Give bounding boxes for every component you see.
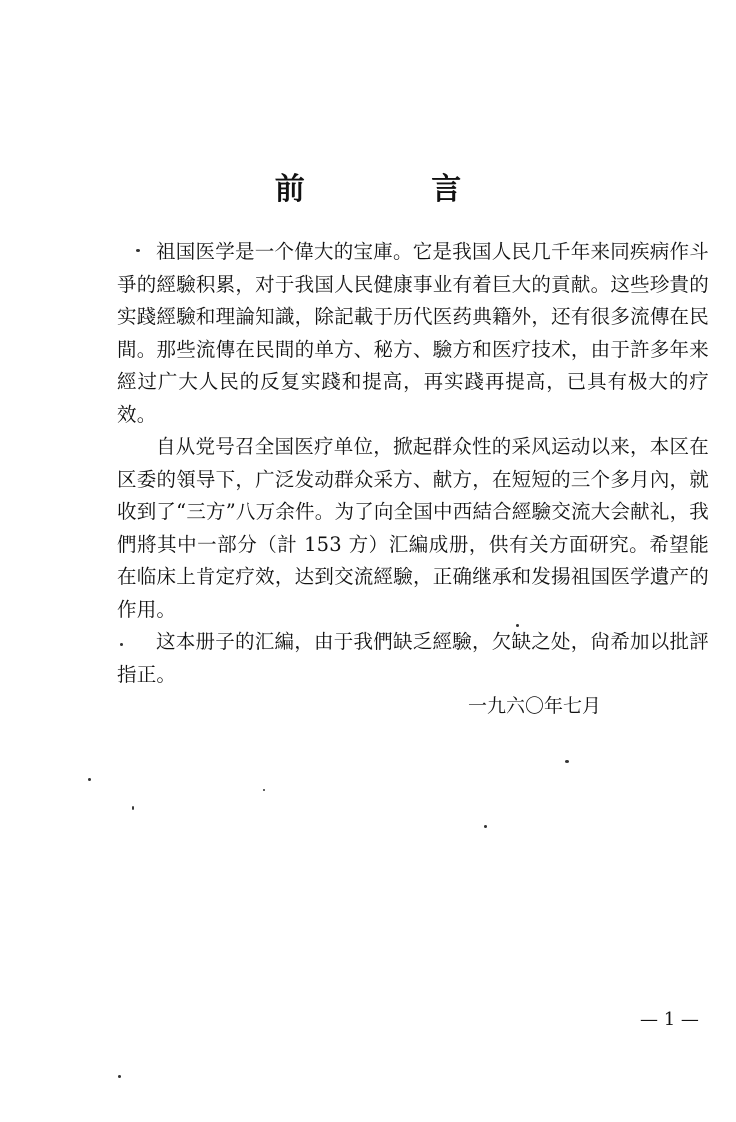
page-number: — 1 — (640, 1009, 699, 1030)
scan-speck (132, 806, 134, 810)
preface-title: 前 言 (274, 172, 520, 207)
scan-speck (516, 624, 519, 627)
paragraph-2: 自从党号召全国医疗单位，掀起群众性的采风运动以来，本区在区委的領导下，广泛发动群众采方、献方，在短短的三个多月內，就收到了“三方”八万余件。为了向全国中西結合經驗交流大会献礼，我們將其中一部分（計 153 方）汇編成册，供有关方面研究。希望能在临床上肯定疗效，达到交流經驗，正确继承和发揚祖国医学遺产的作用。 (117, 435, 709, 621)
scan-speck (263, 789, 265, 791)
paragraph-1: 祖国医学是一个偉大的宝庫。它是我国人民几千年来同疾病作斗爭的經驗积累，对于我国人民健康事业有着巨大的貢献。这些珍貴的实踐經驗和理論知識，除記載于历代医药典籍外，还有很多流傳在民間。那些流傳在民間的单方、秘方、驗方和医疗技术，由于許多年来經过广大人民的反复实踐和提高，再实踐再提高，已具有极大的疗效。 (117, 240, 709, 426)
scan-speck (565, 760, 569, 763)
scan-speck (88, 778, 91, 781)
paragraph-3: 这本册子的汇編，由于我們缺乏經驗，欠缺之处，尙希加以批評指正。 (117, 630, 709, 686)
date-signature: 一九六〇年七月 (468, 695, 602, 717)
scan-speck (118, 1075, 121, 1078)
scan-speck (120, 643, 123, 646)
preface-body (117, 236, 709, 691)
scan-speck (136, 249, 140, 252)
scan-speck (484, 825, 487, 828)
